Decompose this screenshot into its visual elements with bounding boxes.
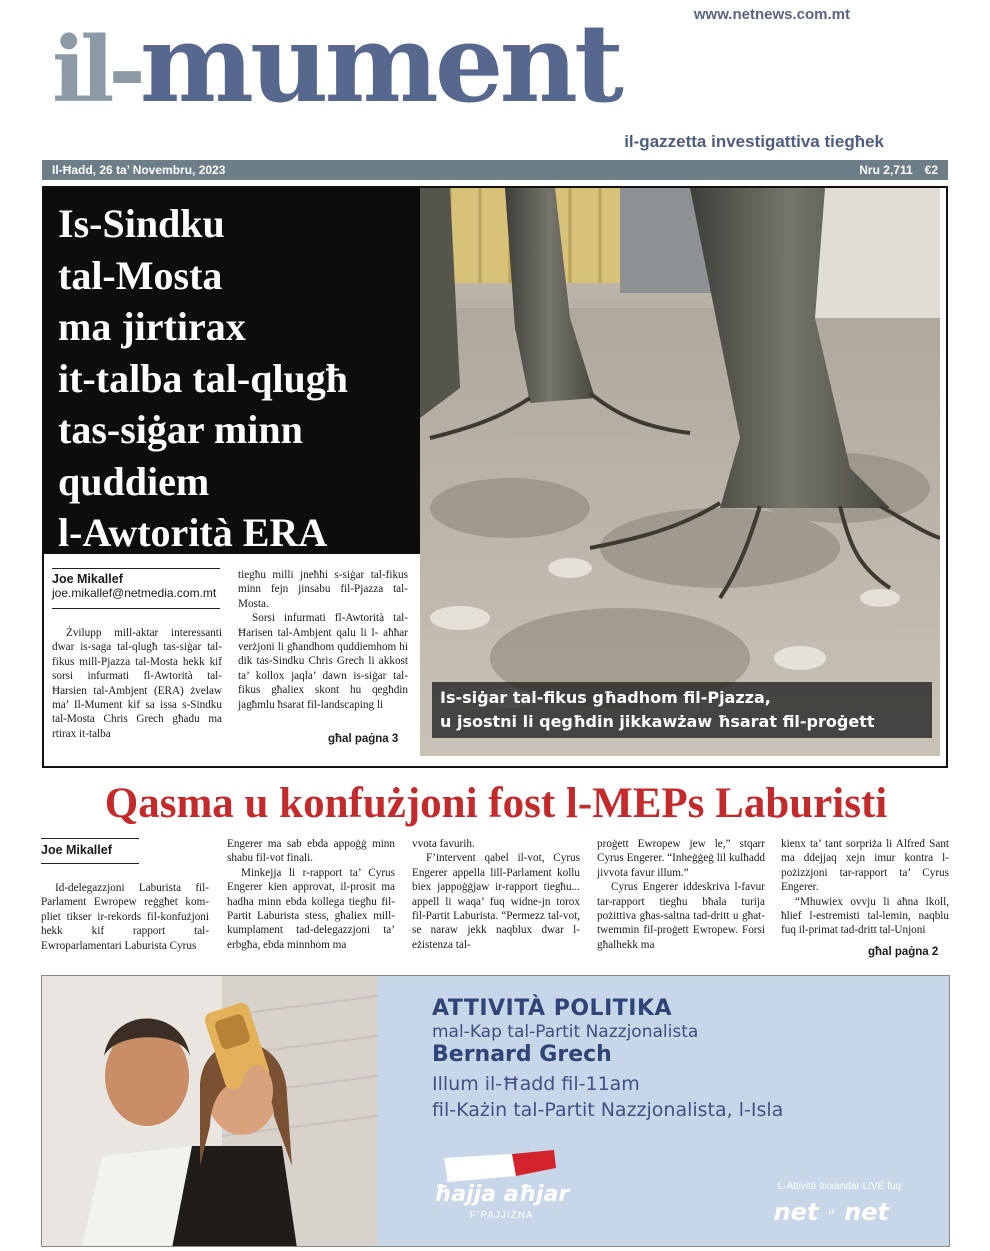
issue-date: Il-Ħadd, 26 ta’ Novembru, 2023 xyxy=(52,163,226,177)
text-line: kienx ta’ tant sorpriża li Alfred xyxy=(781,838,925,850)
advert-title: ATTIVITÀ POLITIKA xyxy=(432,996,673,1021)
text-line: jagħmlu ħsarat fil-landscaping li xyxy=(238,698,384,711)
lead-headline-box xyxy=(44,188,420,554)
date-bar xyxy=(42,160,948,180)
paragraph xyxy=(781,895,949,938)
lead-story xyxy=(42,186,948,768)
advert-time: Illum il-Ħadd fil-11am xyxy=(432,1073,640,1095)
lead-column-1 xyxy=(52,626,222,741)
text-line: pożittiva għas-saltna tad-dritt u xyxy=(597,910,739,923)
brand-name: ħajja aħjar xyxy=(434,1182,570,1207)
text-line: ta’ erbgħa, ebda minnhom ma xyxy=(227,924,395,951)
text-line: “Permezz tal-vot, se naraw jekk xyxy=(412,910,580,937)
text-line: Parlament Ewropew reġgħet kom- xyxy=(41,896,209,909)
paragraph xyxy=(238,611,408,712)
text-line: hekk kif rapport tal- xyxy=(41,925,209,938)
text-line: sa issa s-Sindku tal-Mosta Chris xyxy=(52,699,222,726)
text-line: Grech għadu ma rtirax it-talba xyxy=(52,713,223,740)
text-line: Sorsi infurmati fl-Awtorità tal- xyxy=(252,612,408,625)
text-line: Ħarisen tal-Ambjent qalu li l- xyxy=(238,626,379,639)
newspaper-logo xyxy=(52,1,620,127)
second-jump-link[interactable]: għal paġna 2 xyxy=(868,946,939,958)
text-line: fuq il-primat tad-dritt tal-Unjoni xyxy=(781,924,926,937)
text-line: tiegħu... appell li waqa’ fuq widne- xyxy=(412,881,580,908)
caption-line: u jsostni li qegħdin jikkawżaw ħsarat fil-proġett xyxy=(440,712,875,731)
text-line: hadha minn ebda kollega tiegħu xyxy=(227,895,377,908)
text-line: jaqla’ dawn is-siġar tal-fikus xyxy=(238,669,409,697)
hajja-ahjar-logo xyxy=(424,1148,594,1228)
author-name: Joe Mikallef xyxy=(52,572,123,586)
second-byline xyxy=(41,843,112,857)
second-headline[interactable]: Qasma u konfużjoni fost l-MEPs Laburisti xyxy=(104,780,888,827)
text-line: Engerer kien approvat, il-prosit ma xyxy=(227,881,395,894)
text-line: Minkejja li r-rapport ta’ Cyrus xyxy=(241,866,395,879)
issue-number: Nru 2,711 xyxy=(859,163,913,177)
text-line: kulħadd jivvota favur illum.” xyxy=(597,852,766,879)
text-line: jn torox fil-Partit Laburista. xyxy=(412,895,580,923)
caption-line: Is-siġar tal-fikus għadhom fil-Pjazza, xyxy=(440,688,771,707)
byline-rule xyxy=(52,568,220,569)
text-line: Żvilupp mill-aktar interessanti xyxy=(66,627,222,639)
text-line: Ewropew. Forsi għalhekk ma xyxy=(597,924,765,951)
second-column-4 xyxy=(597,837,765,952)
net-fm-logo: net xyxy=(844,1198,889,1226)
advert-subtitle: mal-Kap tal-Partit Nazzjonalista xyxy=(432,1022,699,1042)
author-email[interactable]: joe.mikallef@netmedia.com.mt xyxy=(52,586,217,600)
text-line: Cyrus Engerer iddeskriva l-favur xyxy=(611,881,765,894)
text-line: fikus minn fejn jinsabu fil-Pjazza xyxy=(238,569,408,596)
text-line: dwar is-saga tal-qlugħ tas-siġar xyxy=(52,641,202,654)
byline-rule xyxy=(41,863,139,864)
text-line: pliet tikser ir-rekords fil-konfużjoni xyxy=(41,910,209,923)
lead-byline xyxy=(52,572,216,600)
text-line: F’intervent qabel il-vot, Cyrus xyxy=(426,852,580,865)
text-line: proġett Ewropew jew le,” stqarr xyxy=(597,838,765,850)
text-line: hekk kif sorsi infurmati fl- xyxy=(52,655,222,683)
byline-rule xyxy=(41,838,139,839)
advert-photo xyxy=(42,976,378,1247)
text-line: ħlief l-estremisti tal-lemin, naqblu xyxy=(781,910,949,923)
text-line: mill-kumplament tad-delegazzjoni xyxy=(227,910,395,937)
headline-line: ma jirtirax xyxy=(58,304,246,349)
logo-main: mument xyxy=(139,1,620,127)
author-name: Joe Mikallef xyxy=(41,843,112,857)
text-line: Engerer appella lill-Parlament xyxy=(412,866,552,879)
text-line: quddiemhom hi dik tas-Sindku xyxy=(238,641,408,668)
headline-line: tal-Mosta xyxy=(58,252,223,298)
connector: u xyxy=(828,1207,835,1217)
lead-column-2 xyxy=(238,568,408,712)
advert-name: Bernard Grech xyxy=(432,1042,612,1067)
text-line: aħħar verżjoni li għandhom xyxy=(238,626,408,654)
paragraph xyxy=(412,837,580,851)
text-line: Engerer ma sab ebda appoġġ minn xyxy=(227,838,395,850)
text-line: tar-rapport tiegħu bħala turija xyxy=(597,895,765,908)
headline-line: l-Awtorità ERA xyxy=(58,510,328,555)
advert-text xyxy=(432,996,783,1121)
text-line: naqblux dwar l-eżistenza tal- xyxy=(412,924,581,951)
headline-line: tas-siġar minn xyxy=(58,407,303,452)
brand-subtitle: F’PAJJIŻNA xyxy=(470,1210,534,1221)
paragraph xyxy=(227,866,395,952)
text-line: tal-fikus mill-Pjazza tal-Mosta xyxy=(52,641,222,668)
lead-photo xyxy=(420,188,940,756)
lead-headline[interactable] xyxy=(58,198,406,559)
text-line: għat-twemmin fil-proġett xyxy=(597,910,766,937)
text-line: kollu biex jappoġġjaw ir-rapport xyxy=(412,866,580,894)
paragraph xyxy=(41,881,209,953)
paragraph xyxy=(781,837,949,895)
paragraph xyxy=(412,851,580,952)
paragraph xyxy=(227,837,395,866)
text-line: tal-Mosta. xyxy=(238,583,408,610)
text-line: Chris Grech li akkost ta’ kollox xyxy=(238,655,409,682)
second-column-5 xyxy=(781,837,949,938)
text-line: għaliex skont hu qegħdin xyxy=(271,684,409,697)
headline-line: quddiem xyxy=(58,458,210,504)
site-url[interactable]: www.netnews.com.mt xyxy=(693,6,850,23)
text-line: tiegħu milli jneħħi s-siġar tal- xyxy=(238,569,386,581)
text-line: fil-Partit Laburista stess, għaliex xyxy=(227,895,395,923)
text-line: vvota favurih. xyxy=(412,838,475,850)
text-line: shabu fil-vot finali. xyxy=(227,852,314,865)
text-line: (ERA) żvelaw ma’ Il-Mument kif xyxy=(52,684,222,712)
ficus-trees-photo xyxy=(420,188,940,756)
political-advert[interactable] xyxy=(41,975,950,1247)
second-column-3 xyxy=(412,837,580,952)
text-line: Cyrus Engerer. “Inheġġeġ lil xyxy=(597,852,727,865)
tagline: il-gazzetta investigattiva tiegħek xyxy=(624,132,884,151)
selfie-photo xyxy=(42,976,378,1247)
issue-price: €2 xyxy=(924,163,938,177)
paragraph xyxy=(238,568,408,611)
text-line: “Mhuwiex ovvju li aħna lkoll, xyxy=(795,895,949,908)
net-tv-logo: net xyxy=(773,1198,819,1226)
live-notice: L-Attività tixxandar LIVE fuq xyxy=(777,1181,901,1192)
photo-caption xyxy=(432,682,932,738)
net-channels xyxy=(774,1198,889,1226)
paragraph xyxy=(597,837,765,880)
paragraph xyxy=(597,880,765,952)
second-column-2 xyxy=(227,837,395,952)
text-line: l-pożizzjoni tar-rapport ta’ Cyrus xyxy=(781,852,949,879)
text-line: Sant ma ddejjaq xejn imur kontra xyxy=(781,838,950,865)
advert-venue: fil-Każin tal-Partit Nazzjonalista, l-Isla xyxy=(432,1099,784,1121)
text-line: Id-delegazzjoni Laburista fil- xyxy=(55,882,209,894)
text-line: Ewroparlamentari Laburista Cyrus xyxy=(41,939,197,952)
logo-prefix: il- xyxy=(52,17,140,123)
headline-line: Is-Sindku xyxy=(58,201,225,246)
text-line: Awtorità tal-Ħarsien tal-Ambjent xyxy=(52,670,223,697)
lead-jump-link[interactable]: għal paġna 3 xyxy=(328,733,399,745)
byline-rule xyxy=(52,608,220,609)
paragraph xyxy=(52,626,222,741)
text-line: Engerer. xyxy=(781,881,819,894)
second-column-1 xyxy=(41,881,209,953)
headline-line: it-talba tal-qlugħ xyxy=(58,355,349,401)
